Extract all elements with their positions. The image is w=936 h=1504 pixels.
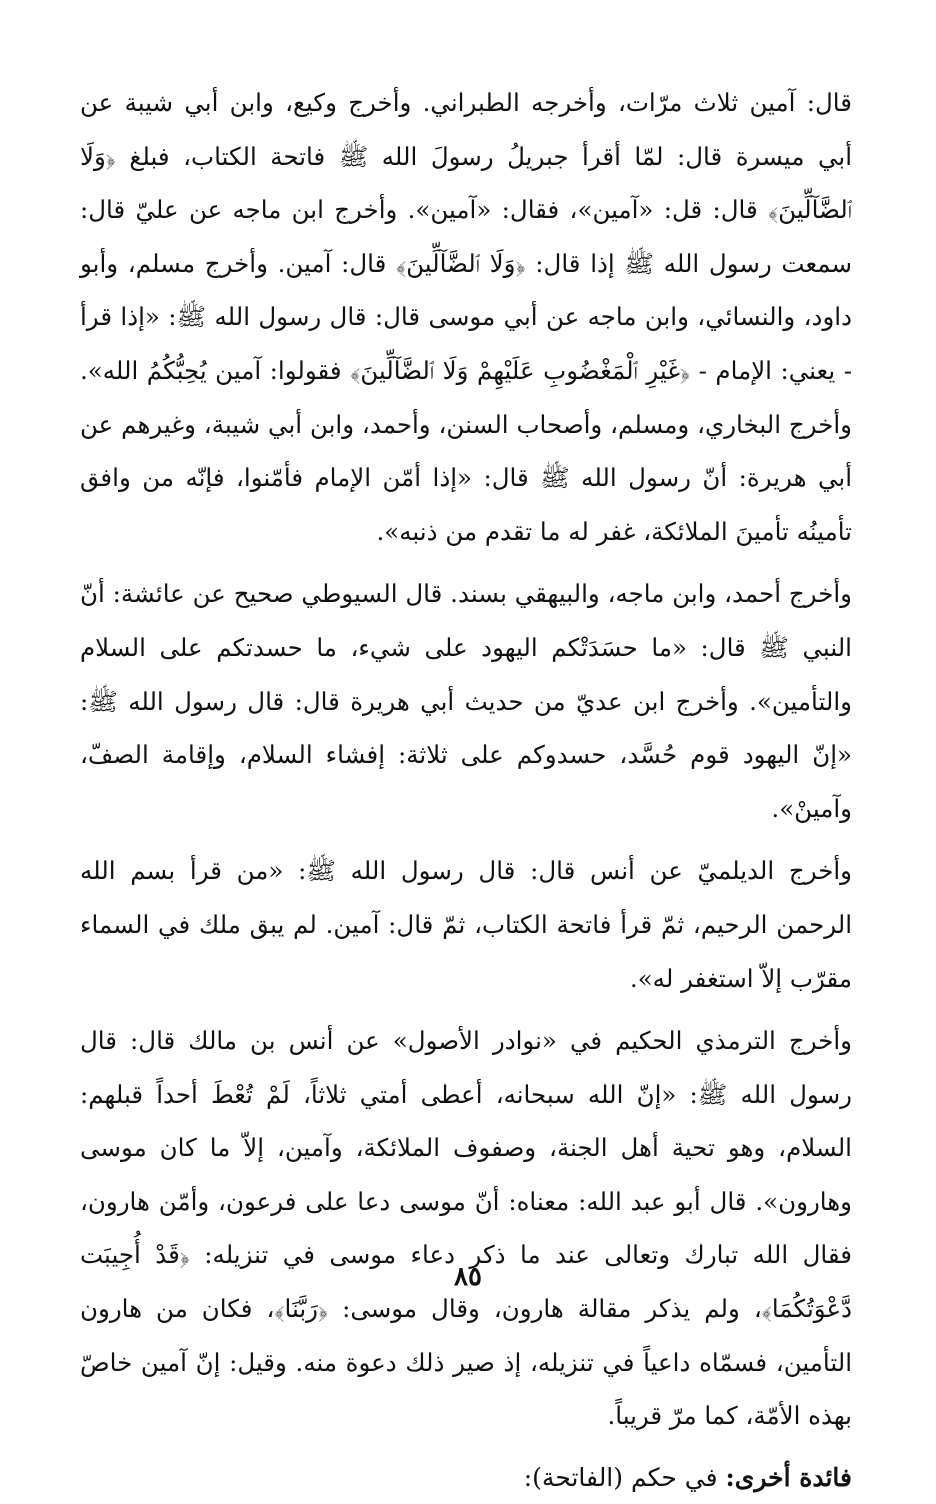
page-number: ٨٥ bbox=[454, 1262, 482, 1292]
heading-label: فائدة أخرى: bbox=[725, 1462, 852, 1492]
paragraph-2: وأخرج أحمد، وابن ماجه، والبيهقي بسند. قال السيوطي صحيح عن عائشة: أنّ النبي ﷺ قال: «ما حسَدَتْكم اليهود على شيء، ما حسدتكم على السلام والتأمين». وأخرج ابن عديّ من حديث أبي هريرة قال: قال رسول الله ﷺ: «إنّ اليهود قوم حُسَّد، حسدوكم على ثلاثة: إفشاء السلام، وإقامة الصفّ، وآمينْ». bbox=[80, 579, 852, 823]
paragraph-3: وأخرج الديلميّ عن أنس قال: قال رسول الله ﷺ: «من قرأ بسم الله الرحمن الرحيم، ثمّ قرأ فاتحة الكتاب، ثمّ قال: آمين. لم يبق ملك في السماء مقرّب إلاّ استغفر له». bbox=[80, 856, 852, 993]
paragraph-1: قال: آمين ثلاث مرّات، وأخرجه الطبراني. وأخرج وكيع، وابن أبي شيبة عن أبي ميسرة قال: لمّا أقرأ جبريلُ رسولَ الله ﷺ فاتحة الكتاب، فبلغ ﴿وَلَا ٱلضَّآلِّينَ﴾ قال: قل: «آمين»، فقال: «آمين». وأخرج ابن ماجه عن عليّ قال: سمعت رسول الله ﷺ إذا قال: ﴿وَلَا ٱلضَّآلِّينَ﴾ قال: آمين. وأخرج مسلم، وأبو داود، والنسائي، وابن ماجه عن أبي موسى قال: قال رسول الله ﷺ: «إذا قرأ - يعني: الإمام - ﴿غَيْرِ ٱلْمَغْضُوبِ عَلَيْهِمْ وَلَا ٱلضَّآلِّينَ﴾ فقولوا: آمين يُحِبُّكُمُ الله». وأخرج البخاري، ومسلم، وأصحاب السنن، وأحمد، وابن أبي شيبة، وغيرهم عن أبي هريرة: أنّ رسول الله ﷺ قال: «إذا أمّن الإمام فأمّنوا، فإنّه من وافق تأمينُه تأمينَ الملائكة، غفر له ما تقدم من ذنبه». bbox=[80, 88, 852, 546]
section-heading bbox=[80, 1451, 852, 1504]
paragraph-4: وأخرج الترمذي الحكيم في «نوادر الأصول» عن أنس بن مالك قال: قال رسول الله ﷺ: «إنّ الله سبحانه، أعطى أمتي ثلاثاً، لَمْ تُعْطَ أحداً قبلهم: السلام، وهو تحية أهل الجنة، وصفوف الملائكة، وآمين، إلاّ ما كان موسى وهارون». قال أبو عبد الله: معناه: أنّ موسى دعا على فرعون، وأمّن هارون، فقال الله تبارك وتعالى عند ما ذكر دعاء موسى في تنزيله: ﴿قَدْ أُجِيبَت دَّعْوَتُكُمَا﴾، ولم يذكر مقالة هارون، وقال موسى: ﴿رَبَّنَا﴾، فكان من هارون التأمين، فسمّاه داعياً في تنزيله، إذ صير ذلك دعوة منه. وقيل: إنّ آمين خاصّ بهذه الأمّة، كما مرّ قريباً. bbox=[80, 1026, 852, 1431]
heading-text: في حكم (الفاتحة): bbox=[523, 1462, 718, 1492]
